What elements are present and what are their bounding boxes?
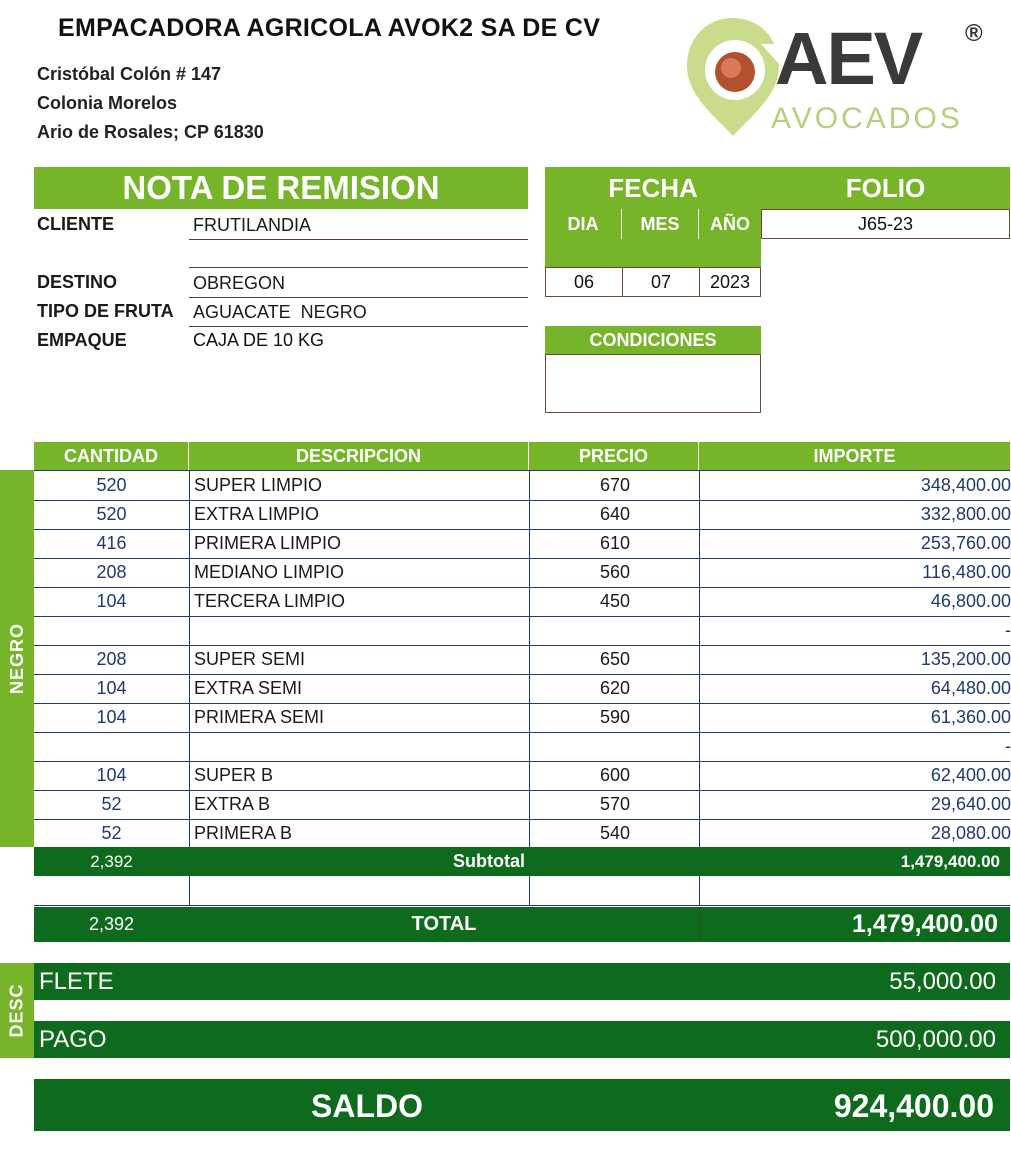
table-row (34, 703, 1010, 733)
saldo-label: SALDO (311, 1088, 423, 1124)
descripcion-cell[interactable]: PRIMERA LIMPIO (189, 529, 534, 558)
subtotal-row (34, 847, 1010, 876)
dia-field[interactable]: 06 (545, 267, 623, 297)
table-row (34, 819, 1010, 849)
company-name: EMPACADORA AGRICOLA AVOK2 SA DE CV (58, 14, 601, 42)
subtotal-amount: 1,479,400.00 (900, 851, 1000, 871)
cantidad-cell[interactable]: 104 (96, 707, 127, 727)
cantidad-cell[interactable]: 104 (96, 678, 127, 698)
empaque-field[interactable]: CAJA DE 10 KG (193, 330, 325, 350)
pago-label: PAGO (39, 1026, 107, 1053)
saldo-amount: 924,400.00 (833, 1088, 994, 1124)
importe-cell[interactable]: 135,200.00 (699, 645, 1011, 674)
col-importe: IMPORTE (699, 442, 1010, 470)
precio-cell[interactable]: 600 (529, 761, 700, 790)
total-row (34, 907, 1010, 942)
precio-cell[interactable]: 590 (529, 703, 700, 732)
total-amount: 1,479,400.00 (699, 907, 1010, 942)
importe-cell[interactable]: - (699, 616, 1011, 645)
pago-row (34, 1021, 1010, 1058)
folio-title: FOLIO (761, 167, 1010, 209)
cliente-label: CLIENTE (37, 214, 115, 234)
total-qty: 2,392 (88, 914, 135, 934)
cantidad-cell[interactable]: 104 (96, 591, 127, 611)
importe-cell[interactable]: 46,800.00 (699, 587, 1011, 616)
cantidad-cell[interactable]: 208 (96, 562, 127, 582)
importe-cell[interactable]: 28,080.00 (699, 819, 1011, 848)
descripcion-cell[interactable] (189, 616, 534, 645)
descripcion-cell[interactable]: EXTRA LIMPIO (189, 500, 534, 529)
registered-mark: ® (965, 20, 983, 47)
precio-cell[interactable]: 570 (529, 790, 700, 819)
fecha-title: FECHA (545, 167, 761, 209)
dia-label: DIA (545, 209, 622, 239)
aev-avocados-logo (683, 12, 1003, 142)
divider (189, 267, 528, 268)
mes-label: MES (622, 209, 699, 239)
importe-cell[interactable]: 29,640.00 (699, 790, 1011, 819)
desc-label: DESC (6, 983, 27, 1038)
precio-cell[interactable]: 450 (529, 587, 700, 616)
col-descripcion: DESCRIPCION (189, 442, 529, 470)
descripcion-cell[interactable]: TERCERA LIMPIO (189, 587, 534, 616)
importe-cell[interactable]: - (699, 732, 1011, 761)
descripcion-cell[interactable]: PRIMERA B (189, 819, 534, 848)
col-precio: PRECIO (529, 442, 699, 470)
flete-row (34, 963, 1010, 1000)
table-row (34, 645, 1010, 675)
table-row (34, 587, 1010, 617)
precio-cell[interactable]: 640 (529, 500, 700, 529)
table-row (34, 761, 1010, 791)
cantidad-cell[interactable]: 104 (96, 765, 127, 785)
condiciones-field[interactable] (545, 354, 761, 413)
descripcion-cell[interactable]: PRIMERA SEMI (189, 703, 534, 732)
logo-subtitle: AVOCADOS (771, 102, 963, 135)
importe-cell[interactable]: 253,760.00 (699, 529, 1011, 558)
precio-cell[interactable]: 670 (529, 471, 700, 500)
importe-cell[interactable]: 64,480.00 (699, 674, 1011, 703)
tipo-fruta-label: TIPO DE FRUTA (37, 301, 174, 321)
importe-cell[interactable]: 332,800.00 (699, 500, 1011, 529)
cliente-field[interactable]: FRUTILANDIA (189, 212, 528, 240)
precio-cell[interactable]: 560 (529, 558, 700, 587)
precio-cell[interactable] (529, 616, 700, 645)
anio-field[interactable]: 2023 (699, 267, 761, 297)
col-cantidad: CANTIDAD (34, 442, 189, 470)
precio-cell[interactable]: 610 (529, 529, 700, 558)
subtotal-label: Subtotal (453, 851, 525, 871)
negro-sidebar (0, 470, 34, 847)
cantidad-cell[interactable] (34, 732, 189, 761)
table-row (34, 790, 1010, 820)
precio-cell[interactable]: 540 (529, 819, 700, 848)
flete-label: FLETE (39, 968, 114, 995)
precio-cell[interactable]: 620 (529, 674, 700, 703)
total-label: TOTAL (411, 913, 477, 935)
table-row (34, 471, 1010, 501)
address-line-2: Colonia Morelos (37, 93, 178, 113)
mes-field[interactable]: 07 (622, 267, 700, 297)
condiciones-title: CONDICIONES (545, 326, 761, 354)
nota-title: NOTA DE REMISION (34, 167, 528, 209)
logo-brand: AEV (775, 17, 922, 100)
importe-cell[interactable]: 348,400.00 (699, 471, 1011, 500)
descripcion-cell[interactable]: MEDIANO LIMPIO (189, 558, 534, 587)
flete-amount: 55,000.00 (889, 968, 996, 995)
importe-cell[interactable]: 61,360.00 (699, 703, 1011, 732)
cantidad-cell[interactable]: 416 (96, 533, 127, 553)
address-line-3: Ario de Rosales; CP 61830 (37, 122, 264, 142)
descripcion-cell[interactable]: EXTRA B (189, 790, 534, 819)
avocado-pin-icon (683, 14, 783, 139)
table-row (34, 529, 1010, 559)
table-row (34, 616, 1010, 646)
descripcion-cell[interactable]: EXTRA SEMI (189, 674, 534, 703)
address-line-1: Cristóbal Colón # 147 (37, 64, 222, 84)
destino-field[interactable]: OBREGON (189, 270, 528, 298)
descripcion-cell[interactable]: SUPER SEMI (189, 645, 534, 674)
folio-value[interactable]: J65-23 (761, 209, 1010, 239)
importe-cell[interactable]: 62,400.00 (699, 761, 1011, 790)
table-row (34, 674, 1010, 704)
cantidad-cell[interactable]: 520 (96, 475, 127, 495)
table-row (34, 500, 1010, 530)
tipo-fruta-field[interactable]: AGUACATE NEGRO (189, 299, 528, 327)
precio-cell[interactable]: 650 (529, 645, 700, 674)
table-row (34, 732, 1010, 762)
empaque-label: EMPAQUE (37, 330, 127, 350)
saldo-row (34, 1079, 1010, 1131)
cantidad-cell[interactable]: 520 (96, 504, 127, 524)
cantidad-cell[interactable]: 52 (101, 823, 122, 843)
table-row (34, 558, 1010, 588)
cantidad-cell[interactable]: 208 (96, 649, 127, 669)
subtotal-qty: 2,392 (90, 851, 133, 871)
blank-row (34, 876, 1010, 906)
precio-cell[interactable] (529, 732, 700, 761)
desc-sidebar (0, 963, 34, 1058)
descripcion-cell[interactable]: SUPER B (189, 761, 534, 790)
cantidad-cell[interactable] (34, 616, 189, 645)
destino-label: DESTINO (37, 272, 118, 292)
importe-cell[interactable]: 116,480.00 (699, 558, 1011, 587)
negro-label: NEGRO (6, 622, 27, 695)
descripcion-cell[interactable] (189, 732, 534, 761)
anio-label: AÑO (710, 213, 750, 234)
descripcion-cell[interactable]: SUPER LIMPIO (189, 471, 534, 500)
pago-amount: 500,000.00 (875, 1026, 996, 1053)
cantidad-cell[interactable]: 52 (101, 794, 122, 814)
